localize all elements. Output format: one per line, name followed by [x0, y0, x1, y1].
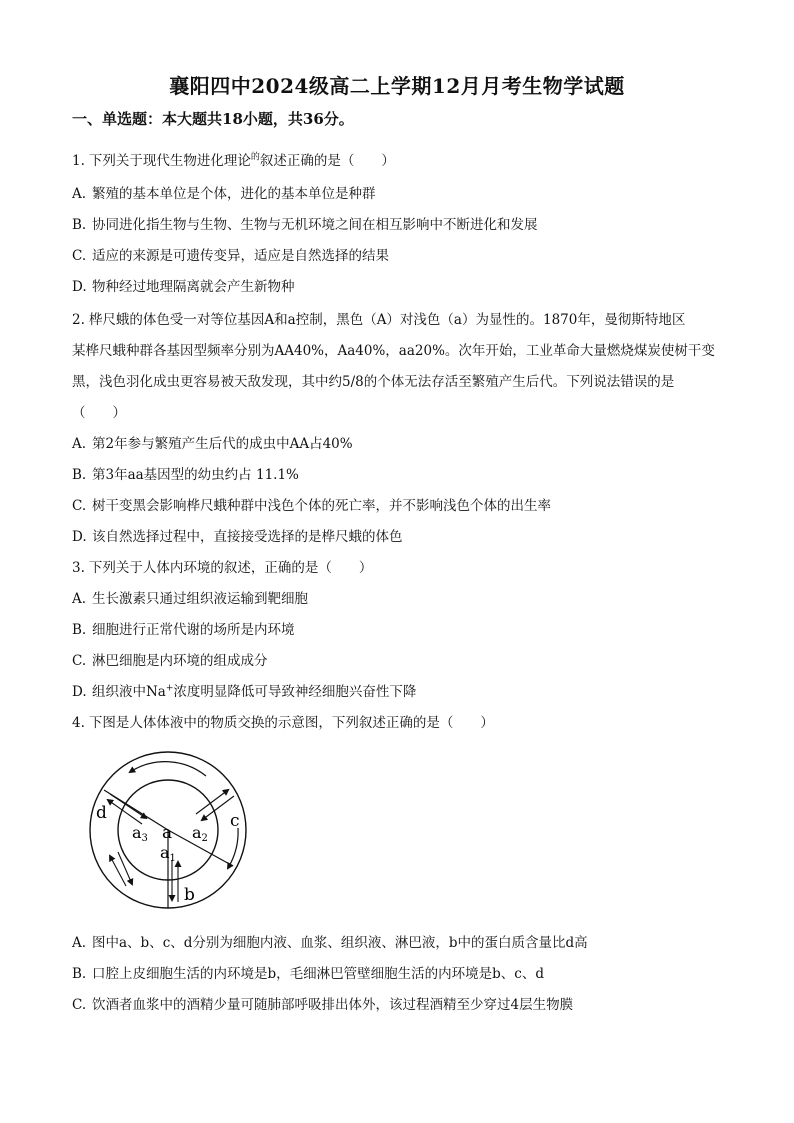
option-letter: B.: [72, 467, 87, 483]
option-1b: [72, 213, 538, 233]
section-heading: 一、单选题：本大题共18小题，共36分。: [72, 110, 354, 128]
label-a3: a3: [132, 823, 148, 844]
question-2-line-2: 某桦尺蛾种群各基因型频率分别为AA40%，Aa40%，aa20%。次年开始，工业革命大量燃烧煤炭使树干变: [72, 343, 715, 359]
arrow-lower-left-in: [110, 856, 126, 886]
option-4a: [72, 931, 588, 951]
option-text: 树干变黑会影响桦尺蛾种群中浅色个体的死亡率，并不影响浅色个体的出生率: [92, 498, 551, 514]
option-text: 适应的来源是可遗传变异，适应是自然选择的结果: [92, 248, 389, 264]
arrow-right-arc: [228, 828, 238, 868]
option-text: 淋巴细胞是内环境的组成成分: [92, 653, 268, 669]
label-d: d: [96, 803, 107, 823]
option-text: 饮酒者血浆中的酒精少量可随肺部呼吸排出体外，该过程酒精至少穿过4层生物膜: [92, 997, 574, 1013]
question-2-stem: [72, 308, 685, 328]
option-text: 物种经过地理隔离就会产生新物种: [92, 279, 295, 295]
option-text: 第3年aa基因型的幼虫约占 11.1%: [92, 467, 299, 483]
question-2-line-3: 黑，浅色羽化成虫更容易被天敌发现，其中约5/8的个体无法存活至繁殖产生后代。下列说法错误的是: [72, 374, 675, 390]
option-text: 浓度明显降低可导致神经细胞兴奋性下降: [173, 684, 417, 700]
option-text: 该自然选择过程中，直接接受选择的是桦尺蛾的体色: [92, 529, 403, 545]
option-text: 协同进化指生物与生物、生物与无机环境之间在相互影响中不断进化和发展: [92, 217, 538, 233]
option-letter: B.: [72, 966, 87, 982]
option-letter: B.: [72, 622, 87, 638]
option-letter: C.: [72, 248, 87, 264]
option-letter: B.: [72, 217, 87, 233]
option-letter: A.: [72, 591, 87, 607]
option-letter: D.: [72, 279, 87, 295]
question-4-stem: [72, 711, 494, 731]
option-letter: C.: [72, 653, 87, 669]
option-2a: [72, 432, 353, 452]
question-text: 下列关于人体内环境的叙述，正确的是（ ）: [88, 560, 373, 576]
option-3c: [72, 649, 268, 669]
question-3-stem: [72, 556, 372, 576]
question-text: 叙述正确的是（ ）: [259, 153, 395, 169]
question-text: 桦尺蛾的体色受一对等位基因A和a控制，黑色（A）对浅色（a）为显性的。1870年，曼彻斯特地区: [88, 312, 686, 328]
option-letter: A.: [72, 436, 87, 452]
question-number: 1.: [72, 153, 85, 169]
label-a2: a2: [192, 823, 208, 844]
option-letter: A.: [72, 935, 87, 951]
option-4b: [72, 962, 544, 982]
stray-mark: 的: [250, 152, 260, 163]
option-1a: [72, 182, 376, 202]
option-2b: [72, 463, 299, 483]
question-number: 3.: [72, 560, 85, 576]
option-letter: D.: [72, 529, 87, 545]
option-2d: [72, 525, 403, 545]
option-text: 繁殖的基本单位是个体，进化的基本单位是种群: [92, 186, 376, 202]
option-1c: [72, 244, 389, 264]
option-text: 组织液中Na: [92, 684, 166, 700]
label-a: a: [162, 823, 173, 843]
question-2-line-4: （ ）: [72, 405, 126, 421]
question-text: 下列关于现代生物进化理论: [88, 153, 251, 169]
option-4c: [72, 993, 573, 1013]
question-number: 2.: [72, 312, 85, 328]
body-fluid-exchange-diagram: [88, 748, 268, 918]
label-c: c: [230, 811, 240, 831]
option-text: 口腔上皮细胞生活的内环境是b，毛细淋巴管壁细胞生活的内环境是b、c、d: [92, 966, 544, 982]
label-a1: a1: [160, 843, 176, 864]
option-2c: [72, 494, 551, 514]
option-text: 图中a、b、c、d分别为细胞内液、血浆、组织液、淋巴液，b中的蛋白质含量比d高: [92, 935, 588, 951]
question-number: 4.: [72, 715, 85, 731]
question-1-stem: [72, 149, 395, 169]
option-text: 第2年参与繁殖产生后代的成虫中AA占40%: [92, 436, 353, 452]
option-letter: C.: [72, 498, 87, 514]
superscript-plus: +: [165, 683, 174, 694]
option-letter: A.: [72, 186, 87, 202]
option-letter: C.: [72, 997, 87, 1013]
option-3a: [72, 587, 308, 607]
option-text: 生长激素只通过组织液运输到靶细胞: [92, 591, 308, 607]
label-b: b: [184, 885, 195, 905]
arrow-a2-to-c: [196, 790, 228, 814]
page-title: 襄阳四中2024级高二上学期12月月考生物学试题: [169, 74, 625, 98]
question-text: 下图是人体体液中的物质交换的示意图，下列叙述正确的是（ ）: [88, 715, 494, 731]
option-letter: D.: [72, 684, 87, 700]
option-1d: [72, 275, 295, 295]
option-3b: [72, 618, 295, 638]
option-text: 细胞进行正常代谢的场所是内环境: [92, 622, 295, 638]
option-3d: [72, 680, 416, 700]
arrow-top-arc: [130, 762, 206, 776]
